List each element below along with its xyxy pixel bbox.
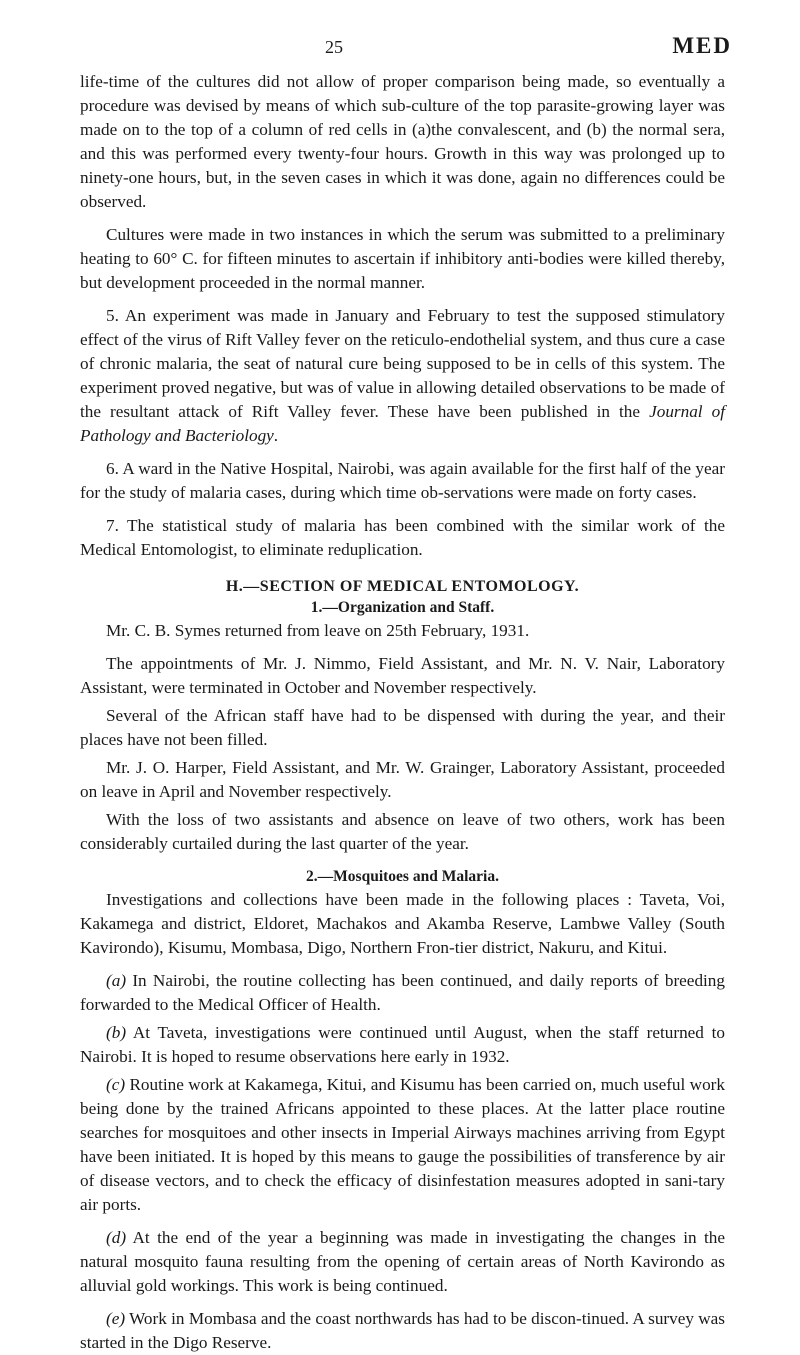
paragraph: The appointments of Mr. J. Nimmo, Field Assistant, and Mr. N. V. Nair, Laboratory Assistant, were terminated in October and November respectively. bbox=[80, 654, 725, 697]
paragraph bbox=[80, 304, 725, 448]
paragraph: With the loss of two assistants and absence on leave of two others, work has been considerably curtailed during the last quarter of the year. bbox=[80, 810, 725, 853]
paragraph bbox=[80, 969, 725, 1017]
item-label: (a) bbox=[106, 971, 127, 990]
paragraph-text: Routine work at Kakamega, Kitui, and Kisumu has been carried on, much useful work being done by the trained Africans appointed to these places. At the latter place routine searches for mosquitoes and other insects in Imperial Airways machines arriving from Egypt have been initiated. It is hoped by this means to gauge the possibilities of transference by air of disease vectors, and to check the efficacy of disinfestation measures adopted in sani-tary air ports. bbox=[80, 1075, 725, 1214]
paragraph: Cultures were made in two instances in which the serum was submitted to a preliminary heating to 60° C. for fifteen minutes to ascertain if inhibitory anti-bodies were killed thereby, but development proceeded in the normal manner. bbox=[80, 225, 725, 292]
paragraph-text: Work in Mombasa and the coast northwards has had to be discon-tinued. A survey was started in the Digo Reserve. bbox=[80, 1309, 725, 1352]
paragraph: Investigations and collections have been made in the following places : Taveta, Voi, Kakamega and district, Eldoret, Machakos and Akamba Reserve, Lambwe Valley (South Kavirondo), Kisumu, Mombasa, Digo, Northern Fron-tier district, Nakuru, and Kitui. bbox=[80, 890, 725, 957]
paragraph bbox=[80, 1073, 725, 1217]
section-code: MED bbox=[672, 33, 732, 58]
paragraph bbox=[80, 1226, 725, 1298]
page-header bbox=[80, 0, 732, 70]
paragraph bbox=[80, 1021, 725, 1069]
subsection-heading: 2.—Mosquitoes and Malaria. bbox=[306, 868, 499, 885]
paragraph: Mr. J. O. Harper, Field Assistant, and Mr. W. Grainger, Laboratory Assistant, proceeded on leave in April and November respectively. bbox=[80, 758, 725, 801]
paragraph-text: . bbox=[273, 426, 279, 445]
document-page bbox=[80, 0, 732, 1355]
item-label: (c) bbox=[106, 1075, 126, 1094]
subsection-heading: 1.—Organization and Staff. bbox=[310, 599, 495, 616]
paragraph: 7. The statistical study of malaria has been combined with the similar work of the Medical Entomologist, to eliminate reduplication. bbox=[80, 516, 725, 559]
paragraph-text: 5. An experiment was made in January and February to test the supposed stimulatory effect of the virus of Rift Valley fever on the reticulo-endothelial system, and thus cure a case of chronic malaria, the seat of natural cure being supposed to be in cells of this system. The experiment proved negative, but was of value in allowing detailed observations to be made of the resultant attack of Rift Valley fever. These have been published in the bbox=[80, 306, 725, 421]
paragraph-text: In Nairobi, the routine collecting has been continued, and daily reports of breeding forwarded to the Medical Officer of Health. bbox=[80, 971, 725, 1014]
journal-title: Journal of Pathology and Bacteriology bbox=[80, 402, 725, 445]
paragraph-text: At the end of the year a beginning was made in investigating the changes in the natural mosquito fauna resulting from the opening of certain areas of North Kavirondo as alluvial gold workings. This work is being continued. bbox=[80, 1228, 725, 1295]
item-label: (b) bbox=[106, 1023, 127, 1042]
paragraph: Several of the African staff have had to be dispensed with during the year, and their places have not been filled. bbox=[80, 706, 725, 749]
page-number: 25 bbox=[325, 37, 343, 57]
paragraph bbox=[80, 1307, 725, 1355]
section-heading: H.—SECTION OF MEDICAL ENTOMOLOGY. bbox=[225, 578, 580, 595]
paragraph-text: At Taveta, investigations were continued until August, when the staff returned to Nairobi. It is hoped to resume observations here early in 1932. bbox=[80, 1023, 725, 1066]
item-label: (e) bbox=[106, 1309, 126, 1328]
item-label: (d) bbox=[106, 1228, 127, 1247]
paragraph: Mr. C. B. Symes returned from leave on 25th February, 1931. bbox=[106, 621, 530, 640]
paragraph: life-time of the cultures did not allow of proper comparison being made, so eventually a procedure was devised by means of which sub-culture of the top parasite-growing layer was made on to the top of a column of red cells in (a)the convalescent, and (b) the normal sera, and this was performed every twenty-four hours. Growth in this way was prolonged up to ninety-one hours, but, in the seven cases in which it was done, again no differences could be observed. bbox=[80, 72, 725, 211]
paragraph: 6. A ward in the Native Hospital, Nairobi, was again available for the first half of the year for the study of malaria cases, during which time ob-servations were made on forty cases. bbox=[80, 459, 725, 502]
